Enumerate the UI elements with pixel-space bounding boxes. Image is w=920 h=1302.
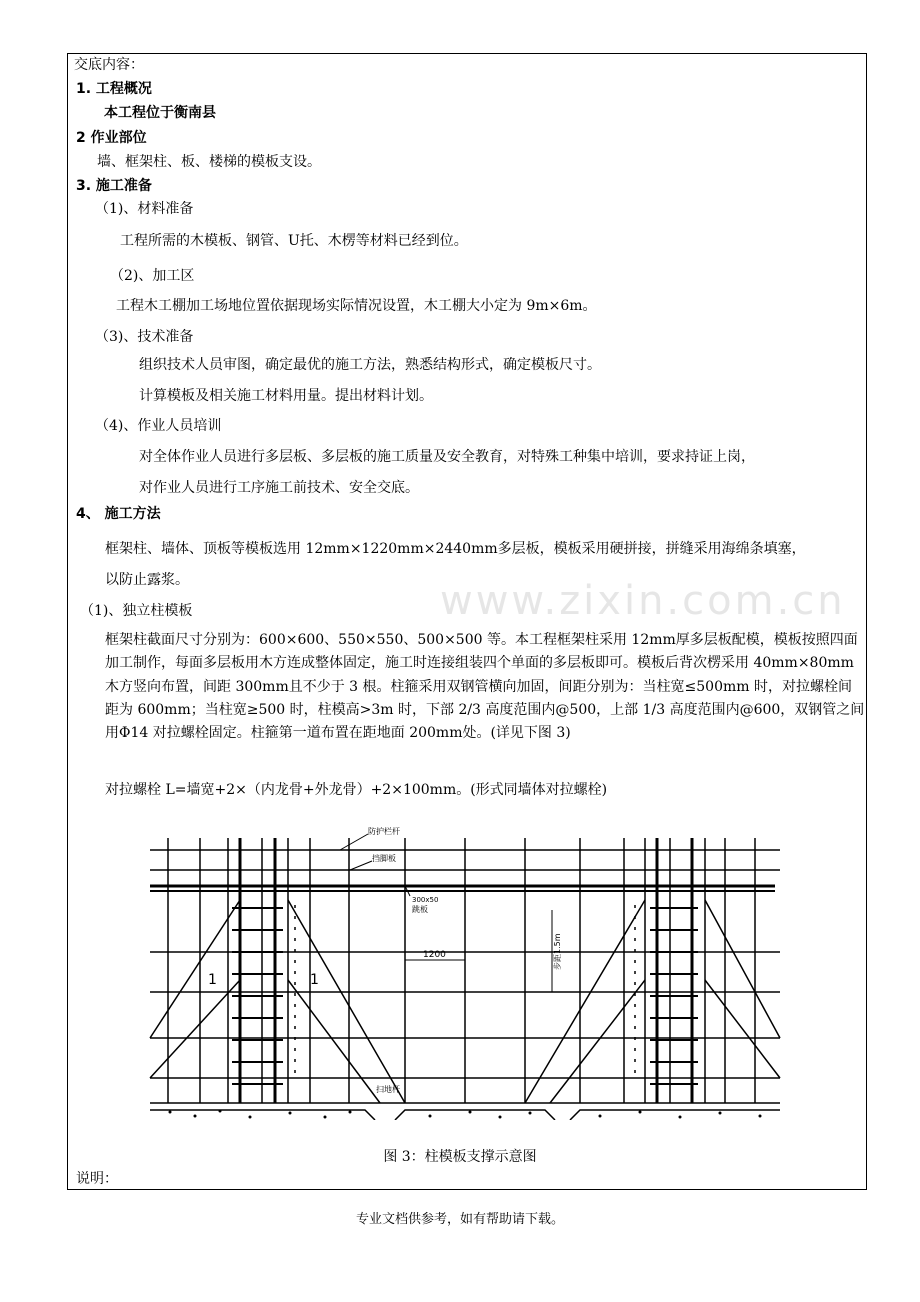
section-3-1-title: （1)、材料准备 bbox=[95, 201, 194, 217]
section-3-1-body: 工程所需的木模板、钢管、U托、木楞等材料已经到位。 bbox=[120, 233, 468, 249]
section-4-body-1: 框架柱、墙体、顶板等模板选用 12mm×1220mm×2440mm多层板，模板采用硬拼接，拼缝采用海绵条填塞， bbox=[105, 541, 806, 557]
label-plank: 跳板 bbox=[412, 905, 428, 914]
mark-right: 1 bbox=[310, 972, 319, 988]
section-4-title: 4、 施工方法 bbox=[76, 506, 161, 522]
section-2-body: 墙、框架柱、板、楼梯的模板支设。 bbox=[97, 154, 321, 170]
label-step: 步距1.5m bbox=[553, 933, 562, 970]
notes-label: 说明： bbox=[76, 1171, 118, 1187]
section-2-title: 2 作业部位 bbox=[76, 130, 147, 146]
section-1-title: 1. 工程概况 bbox=[76, 81, 152, 97]
section-3-4-title: （4)、作业人员培训 bbox=[95, 418, 222, 434]
section-4-1-paragraph bbox=[105, 629, 865, 745]
section-3-2-body: 工程木工棚加工场地位置依据现场实际情况设置，木工棚大小定为 9m×6m。 bbox=[116, 298, 597, 314]
label-guardrail: 防护栏杆 bbox=[368, 827, 400, 836]
section-3-3-title: （3)、技术准备 bbox=[95, 329, 194, 345]
label-toeboard: 挡脚板 bbox=[372, 854, 396, 863]
label-plank-size: 300x50 bbox=[412, 896, 439, 904]
section-4-1-title: （1)、独立柱模板 bbox=[80, 603, 193, 619]
section-3-3-body-2: 计算模板及相关施工材料用量。提出材料计划。 bbox=[139, 388, 433, 404]
figure-caption: 图 3：柱模板支撑示意图 bbox=[383, 1149, 537, 1165]
label-span: 1200 bbox=[423, 950, 446, 960]
section-3-3-body-1: 组织技术人员审图，确定最优的施工方法，熟悉结构形式，确定模板尺寸。 bbox=[139, 357, 601, 373]
section-4-1-paragraph-text: 框架柱截面尺寸分别为：600×600、550×550、500×500 等。本工程框架柱采用 12mm厚多层板配模，模板按照四面加工制作，每面多层板用木方连成整体固定，施工时连接组装四个单面的多层板即可。模板后背次楞采用 40mm×80mm木方竖向布置，间距 300mm且不少于 3 根。柱箍采用双钢管横向加固，间距分别为：当柱宽≤500mm 时，对拉螺栓间距为 600mm；当柱宽≥500 时，柱模高>3m 时，下部 2/3 高度范围内@500，上部 1/3 高度范围内@600，双钢管之间用Φ14 对拉螺栓固定。柱箍第一道布置在距地面 200mm处。(详见下图 3) bbox=[105, 632, 865, 742]
header-label: 交底内容： bbox=[74, 57, 144, 73]
section-3-2-title: （2)、加工区 bbox=[110, 268, 195, 284]
label-sweep-rod: 扫地杆 bbox=[376, 1085, 400, 1094]
section-4-body-2: 以防止露浆。 bbox=[105, 572, 189, 588]
page-footer: 专业文档供参考，如有帮助请下载。 bbox=[355, 1212, 564, 1227]
section-1-body: 本工程位于衡南县 bbox=[104, 105, 216, 121]
mark-left: 1 bbox=[208, 972, 217, 988]
section-3-title: 3. 施工准备 bbox=[76, 178, 152, 194]
section-4-1-bolt: 对拉螺栓 L=墙宽+2×（内龙骨+外龙骨）+2×100mm。(形式同墙体对拉螺栓) bbox=[105, 782, 608, 798]
section-3-4-body-2: 对作业人员进行工序施工前技术、安全交底。 bbox=[139, 480, 419, 496]
column-formwork-diagram bbox=[140, 820, 790, 1120]
watermark: www.zixin.com.cn bbox=[440, 578, 846, 624]
section-3-4-body-1: 对全体作业人员进行多层板、多层板的施工质量及安全教育，对特殊工种集中培训，要求持证上岗， bbox=[139, 449, 755, 465]
